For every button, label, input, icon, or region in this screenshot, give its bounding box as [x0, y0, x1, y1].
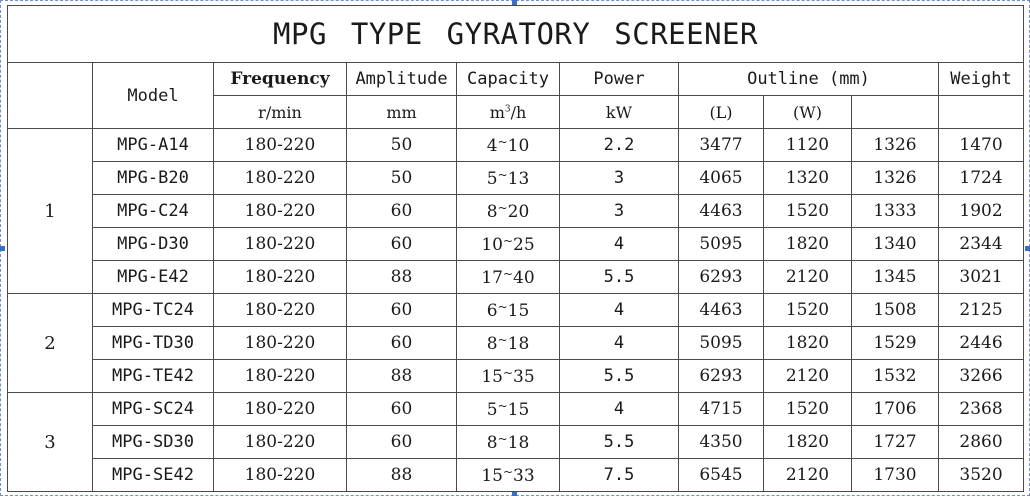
cell-outline-h: 1706: [852, 393, 939, 426]
table-row: [8, 459, 1024, 492]
cell-model: MPG-SC24: [93, 393, 214, 426]
tilde-separator: ~: [497, 332, 508, 347]
cell-outline-w: 2120: [764, 261, 852, 294]
cell-outline-h: 1727: [852, 426, 939, 459]
header-capacity: Capacity: [457, 63, 560, 96]
capacity-low: 8: [486, 201, 498, 222]
capacity-low: 17: [481, 267, 503, 288]
table-row: [8, 393, 1024, 426]
header-blank: [8, 63, 93, 129]
cell-weight: 2368: [939, 393, 1024, 426]
cell-power: 4: [560, 228, 679, 261]
table-row: [8, 426, 1024, 459]
cell-model: MPG-TE42: [93, 360, 214, 393]
tilde-separator: ~: [497, 299, 508, 314]
cell-frequency: 180-220: [214, 294, 347, 327]
cell-outline-w: 1520: [764, 195, 852, 228]
cell-outline-w: 1820: [764, 228, 852, 261]
cell-capacity: [457, 327, 560, 360]
cell-weight: 2446: [939, 327, 1024, 360]
cell-amplitude: 88: [347, 261, 457, 294]
cell-amplitude: 60: [347, 393, 457, 426]
tilde-separator: ~: [502, 365, 514, 380]
tilde-separator: ~: [502, 464, 514, 479]
header-amplitude: Amplitude: [347, 63, 457, 96]
cell-amplitude: 60: [347, 228, 457, 261]
cell-capacity: [457, 426, 560, 459]
cell-frequency: 180-220: [214, 195, 347, 228]
cell-amplitude: 50: [347, 162, 457, 195]
cell-model: MPG-E42: [93, 261, 214, 294]
capacity-high: 35: [513, 366, 535, 387]
cell-power: 3: [560, 195, 679, 228]
cell-weight: 3021: [939, 261, 1024, 294]
cell-outline-w: 2120: [764, 360, 852, 393]
cell-outline-h: 1730: [852, 459, 939, 492]
cell-power: 7.5: [560, 459, 679, 492]
cell-weight: 2344: [939, 228, 1024, 261]
cell-capacity: [457, 162, 560, 195]
cell-model: MPG-A14: [93, 129, 214, 162]
capacity-low: 6: [486, 300, 498, 321]
selection-handle-right[interactable]: [1025, 246, 1030, 251]
capacity-high: 18: [507, 432, 530, 453]
header-model: Model: [93, 63, 214, 129]
capacity-low: 10: [481, 234, 503, 255]
tilde-separator: ~: [497, 431, 508, 446]
header-power: Power: [560, 63, 679, 96]
cell-power: 4: [560, 294, 679, 327]
table-title: MPG TYPE GYRATORY SCREENER: [8, 6, 1024, 63]
cell-outline-w: 1520: [764, 294, 852, 327]
cell-outline-l: 3477: [679, 129, 764, 162]
cell-outline-h: 1326: [852, 162, 939, 195]
cell-model: MPG-SE42: [93, 459, 214, 492]
spec-table: [7, 5, 1024, 492]
cell-capacity: [457, 195, 560, 228]
cell-outline-h: 1345: [852, 261, 939, 294]
table-row: [8, 228, 1024, 261]
cell-outline-w: 2120: [764, 459, 852, 492]
cell-outline-h: 1508: [852, 294, 939, 327]
tilde-separator: ~: [497, 398, 508, 413]
cell-capacity: [457, 129, 560, 162]
cell-power: 3: [560, 162, 679, 195]
capacity-high: 18: [507, 333, 530, 354]
cell-frequency: 180-220: [214, 459, 347, 492]
table-row: [8, 294, 1024, 327]
cell-weight: 3266: [939, 360, 1024, 393]
unit-outline-w: (W): [764, 96, 852, 129]
cell-outline-l: 4350: [679, 426, 764, 459]
cell-outline-l: 4065: [679, 162, 764, 195]
cell-outline-l: 5095: [679, 228, 764, 261]
cell-amplitude: 60: [347, 195, 457, 228]
capacity-high: 20: [507, 201, 530, 222]
cell-amplitude: 60: [347, 327, 457, 360]
cell-outline-l: 4463: [679, 195, 764, 228]
cell-model: MPG-SD30: [93, 426, 214, 459]
cell-frequency: 180-220: [214, 327, 347, 360]
cell-weight: 1470: [939, 129, 1024, 162]
cell-outline-h: 1532: [852, 360, 939, 393]
capacity-low: 4: [486, 135, 498, 156]
unit-outline-l: (L): [679, 96, 764, 129]
cell-power: 5.5: [560, 426, 679, 459]
cell-model: MPG-D30: [93, 228, 214, 261]
capacity-high: 33: [513, 465, 535, 486]
cell-outline-w: 1820: [764, 426, 852, 459]
cell-outline-l: 6545: [679, 459, 764, 492]
cell-outline-h: 1326: [852, 129, 939, 162]
capacity-low: 5: [486, 399, 498, 420]
cell-outline-w: 1120: [764, 129, 852, 162]
tilde-separator: ~: [497, 134, 508, 149]
capacity-high: 15: [507, 300, 530, 321]
cell-outline-l: 5095: [679, 327, 764, 360]
capacity-high: 15: [507, 399, 530, 420]
cell-power: 5.5: [560, 261, 679, 294]
cell-frequency: 180-220: [214, 162, 347, 195]
cell-capacity: [457, 261, 560, 294]
unit-capacity-base: m: [489, 102, 505, 122]
unit-frequency: r/min: [214, 96, 347, 129]
cell-amplitude: 60: [347, 294, 457, 327]
cell-outline-l: 6293: [679, 261, 764, 294]
header-outline: Outline (mm): [679, 63, 939, 96]
capacity-low: 5: [486, 168, 498, 189]
unit-power: kW: [560, 96, 679, 129]
cell-frequency: 180-220: [214, 228, 347, 261]
cell-capacity: [457, 459, 560, 492]
group-label: 1: [8, 129, 93, 294]
group-label: 3: [8, 393, 93, 492]
cell-outline-l: 4715: [679, 393, 764, 426]
cell-amplitude: 88: [347, 360, 457, 393]
table-row: [8, 162, 1024, 195]
table-row: [8, 327, 1024, 360]
cell-model: MPG-TD30: [93, 327, 214, 360]
capacity-low: 8: [486, 333, 498, 354]
cell-model: MPG-C24: [93, 195, 214, 228]
table-row: [8, 129, 1024, 162]
table-row: [8, 360, 1024, 393]
unit-capacity-sup: 3: [504, 104, 511, 115]
header-frequency: Frequency: [214, 63, 347, 96]
capacity-low: 8: [486, 432, 498, 453]
cell-power: 5.5: [560, 360, 679, 393]
cell-weight: 2860: [939, 426, 1024, 459]
cell-weight: 1902: [939, 195, 1024, 228]
capacity-high: 10: [507, 135, 530, 156]
cell-outline-h: 1340: [852, 228, 939, 261]
unit-weight: [939, 96, 1024, 129]
unit-outline-h: [852, 96, 939, 129]
cell-amplitude: 50: [347, 129, 457, 162]
unit-amplitude: mm: [347, 96, 457, 129]
capacity-high: 25: [513, 234, 535, 255]
cell-outline-l: 4463: [679, 294, 764, 327]
cell-capacity: [457, 228, 560, 261]
cell-outline-h: 1333: [852, 195, 939, 228]
cell-frequency: 180-220: [214, 129, 347, 162]
cell-power: 4: [560, 393, 679, 426]
capacity-high: 40: [513, 267, 535, 288]
unit-capacity-tail: /h: [510, 102, 527, 122]
cell-outline-w: 1520: [764, 393, 852, 426]
unit-capacity: [457, 96, 560, 129]
cell-frequency: 180-220: [214, 393, 347, 426]
cell-power: 4: [560, 327, 679, 360]
cell-frequency: 180-220: [214, 261, 347, 294]
tilde-separator: ~: [502, 233, 514, 248]
cell-weight: 3520: [939, 459, 1024, 492]
group-label: 2: [8, 294, 93, 393]
cell-capacity: [457, 393, 560, 426]
cell-frequency: 180-220: [214, 426, 347, 459]
header-weight: Weight: [939, 63, 1024, 96]
cell-capacity: [457, 360, 560, 393]
cell-outline-w: 1320: [764, 162, 852, 195]
cell-model: MPG-TC24: [93, 294, 214, 327]
selection-handle-left[interactable]: [0, 246, 5, 251]
tilde-separator: ~: [502, 266, 514, 281]
tilde-separator: ~: [497, 167, 508, 182]
capacity-low: 15: [481, 465, 503, 486]
cell-model: MPG-B20: [93, 162, 214, 195]
cell-outline-h: 1529: [852, 327, 939, 360]
cell-amplitude: 88: [347, 459, 457, 492]
cell-capacity: [457, 294, 560, 327]
capacity-low: 15: [481, 366, 503, 387]
cell-amplitude: 60: [347, 426, 457, 459]
cell-outline-l: 6293: [679, 360, 764, 393]
table-row: [8, 261, 1024, 294]
table-row: [8, 195, 1024, 228]
cell-frequency: 180-220: [214, 360, 347, 393]
cell-power: 2.2: [560, 129, 679, 162]
tilde-separator: ~: [497, 200, 508, 215]
cell-outline-w: 1820: [764, 327, 852, 360]
cell-weight: 1724: [939, 162, 1024, 195]
cell-weight: 2125: [939, 294, 1024, 327]
capacity-high: 13: [507, 168, 530, 189]
